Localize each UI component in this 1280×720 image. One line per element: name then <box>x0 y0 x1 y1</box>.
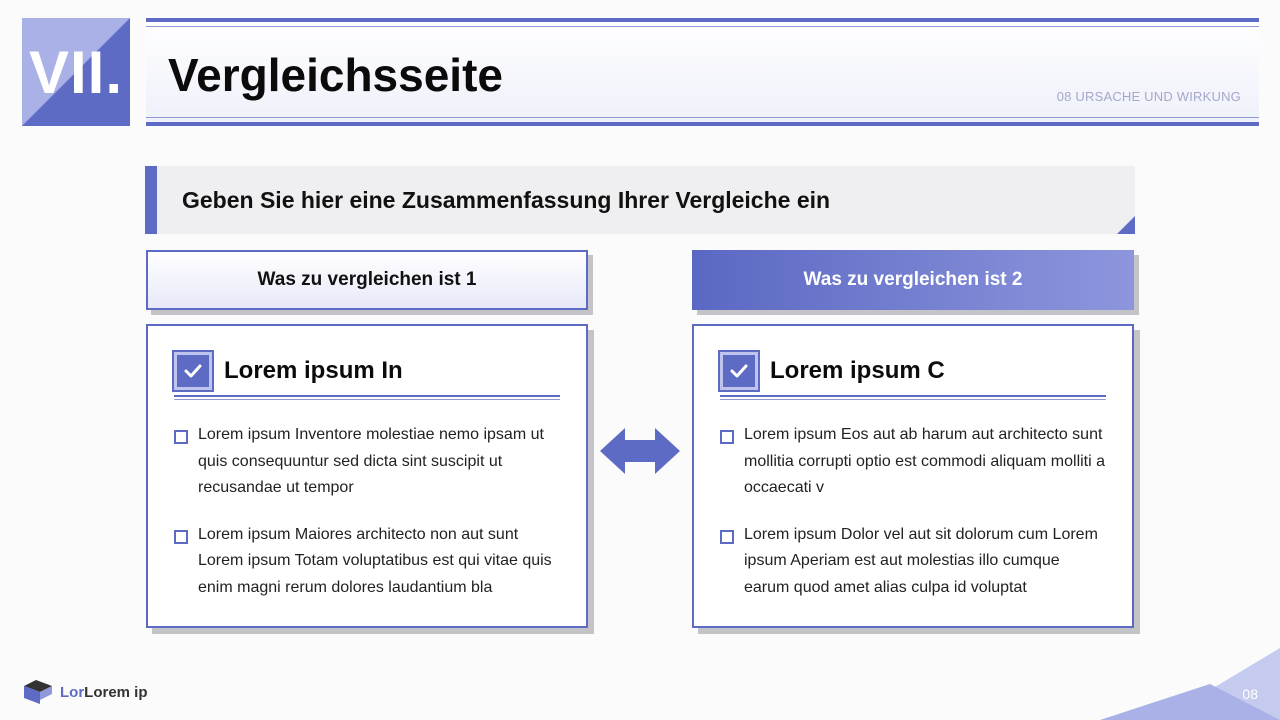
cube-logo-icon <box>22 680 54 704</box>
page-number: 08 <box>1242 686 1258 702</box>
square-bullet-icon <box>174 430 188 444</box>
logo-text <box>60 684 148 701</box>
checked-square-icon <box>174 352 212 390</box>
title-rule-bottom <box>146 122 1259 126</box>
bullet-text: Lorem ipsum Maiores architecto non aut sunt Lorem ipsum Totam voluptatibus est qui vitae quis enim magni rerum dolores laudantium bla <box>198 525 552 596</box>
square-bullet-icon <box>720 430 734 444</box>
square-bullet-icon <box>174 530 188 544</box>
summary-bar <box>145 166 1135 234</box>
logo-text-accent: Lor <box>60 683 85 701</box>
title-rule-top <box>146 18 1259 22</box>
logo-text-rest: Lorem ip <box>84 683 148 701</box>
page-title: Vergleichsseite <box>168 49 503 101</box>
double-arrow-icon <box>600 426 680 476</box>
list-item <box>174 422 560 502</box>
card-2-bullet-list <box>720 422 1106 621</box>
footer-decoration <box>1100 648 1280 720</box>
bullet-text: Lorem ipsum Eos aut ab harum aut architecto sunt mollitia corrupti optio est commodi aliquam molliti a occaecati v <box>744 426 1106 496</box>
compare-header-1 <box>146 250 588 310</box>
bullet-text: Lorem ipsum Dolor vel aut sit dolorum cum Lorem ipsum Aperiam est aut molestias illo cumque earum quod amet alias culpa id voluptat <box>744 525 1098 596</box>
card-2-divider <box>720 395 1106 400</box>
chapter-number: VII. <box>28 38 124 106</box>
card-1-divider <box>174 395 560 400</box>
card-1-heading <box>174 352 403 390</box>
section-label: 08 URSACHE UND WIRKUNG <box>1056 89 1241 104</box>
title-rule-top-thin <box>146 26 1259 27</box>
list-item <box>174 522 560 602</box>
compare-header-2 <box>692 250 1134 310</box>
compare-card-1 <box>146 324 588 628</box>
title-bar <box>146 18 1259 126</box>
compare-header-2-label: Was zu vergleichen ist 2 <box>803 269 1023 290</box>
card-2-heading <box>720 352 945 390</box>
card-2-title: Lorem ipsum C <box>770 357 945 384</box>
summary-text: Geben Sie hier eine Zusammenfassung Ihrer Vergleiche ein <box>182 186 831 213</box>
card-1-bullet-list <box>174 422 560 621</box>
compare-header-1-label: Was zu vergleichen ist 1 <box>257 269 477 290</box>
list-item <box>720 522 1106 602</box>
bullet-text: Lorem ipsum Inventore molestiae nemo ipsam ut quis consequuntur sed dicta sint suscipit ut recusandae ut tempor <box>198 426 544 496</box>
brand-logo <box>22 680 148 704</box>
title-rule-bottom-thin <box>146 117 1259 118</box>
list-item <box>720 422 1106 502</box>
chapter-badge <box>22 18 130 126</box>
square-bullet-icon <box>720 530 734 544</box>
checked-square-icon <box>720 352 758 390</box>
summary-corner-accent <box>1117 216 1135 234</box>
card-1-title: Lorem ipsum In <box>224 357 403 384</box>
compare-card-2 <box>692 324 1134 628</box>
